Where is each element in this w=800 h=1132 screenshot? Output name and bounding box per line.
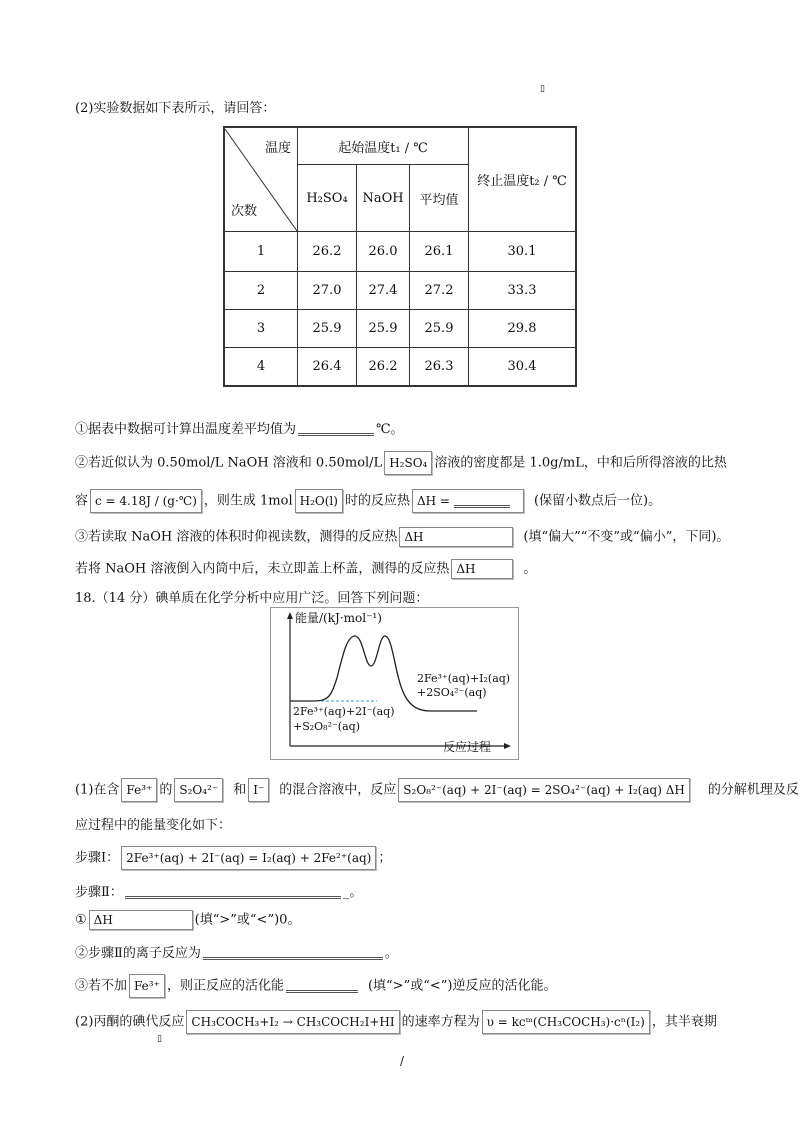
formula-box: I⁻ [248, 778, 269, 802]
page-mark: ▯ [540, 84, 545, 94]
item-1: ①据表中数据可计算出温度差平均值为 ℃。 [75, 422, 404, 437]
table-cell: 27.2 [410, 272, 469, 310]
reaction-box: S₂O₈²⁻(aq) + 2I⁻(aq) = 2SO₄²⁻(aq) + I₂(aq) ΔH [398, 778, 690, 802]
rate-equation-box: υ = kcᵐ(CH₃COCH₃)·cⁿ(I₂) [482, 1010, 650, 1034]
data-table [223, 126, 577, 387]
formula-box: H₂O(l) [295, 489, 343, 513]
header-naoh: NaOH [357, 165, 410, 232]
table-row [224, 310, 576, 348]
reactant-label-2: +S₂O₈²⁻(aq) [293, 720, 360, 733]
table-cell: 26.3 [410, 348, 469, 386]
table-cell: 3 [224, 310, 298, 348]
item-4: 若将 NaOH 溶液倒入内筒中后，未立即盖上杯盖，测得的反应热 ΔH 。 [75, 559, 536, 579]
table-cell: 25.9 [410, 310, 469, 348]
table-cell: 26.4 [298, 348, 357, 386]
table-cell: 2 [224, 272, 298, 310]
table-cell: 25.9 [298, 310, 357, 348]
x-axis-label: 反应过程 [443, 740, 492, 754]
sub-item-1: ① ΔH (填“>”或“<”)0。 [75, 910, 300, 930]
table-cell: 26.2 [357, 348, 410, 386]
table-cell: 30.1 [469, 232, 577, 272]
answer-blank[interactable] [286, 980, 358, 993]
sub-item-2: ②步骤Ⅱ的离子反应为 。 [75, 946, 398, 961]
reaction-box: CH₃COCH₃+I₂ → CH₃COCH₂I+HI [186, 1010, 399, 1034]
answer-blank[interactable] [298, 423, 374, 436]
table-row [224, 232, 576, 272]
item-2-cont: 容 c = 4.18J / (g·℃) ，则生成 1mol H₂O(l) 时的反应热 ΔH = (保留小数点后一位)。 [75, 489, 661, 513]
table-cell: 26.1 [410, 232, 469, 272]
formula-box: Fe³⁺ [121, 778, 157, 802]
table-cell: 29.8 [469, 310, 577, 348]
table-cell: 1 [224, 232, 298, 272]
step-2: 步骤Ⅱ： _。 [75, 885, 363, 900]
table-cell: 27.4 [357, 272, 410, 310]
header-average: 平均值 [410, 165, 469, 232]
answer-box[interactable]: ΔH [399, 527, 513, 547]
part-1-cont: 应过程中的能量变化如下： [75, 818, 232, 833]
y-axis-label: 能量/(kJ·mol⁻¹) [295, 611, 382, 625]
table-cell: 27.0 [298, 272, 357, 310]
table-diagonal-header [224, 127, 298, 232]
formula-box: c = 4.18J / (g·℃) [90, 489, 202, 513]
table-cell: 30.4 [469, 348, 577, 386]
step-1: 步骤Ⅰ： 2Fe³⁺(aq) + 2I⁻(aq) = I₂(aq) + 2Fe²⁺(aq) ； [75, 846, 391, 870]
table-cell: 33.3 [469, 272, 577, 310]
item-2: ②若近似认为 0.50mol/L NaOH 溶液和 0.50mol/L H₂SO₄ 溶液的密度都是 1.0g/mL，中和后所得溶液的比热 [75, 451, 727, 475]
question-intro: (2)实验数据如下表所示，请回答： [75, 101, 276, 116]
product-label-1: 2Fe³⁺(aq)+I₂(aq) [417, 672, 511, 685]
item-3: ③若读取 NaOH 溶液的体积时仰视读数，测得的反应热 ΔH (填“偏大”“不变”或“偏小”，下同)。 [75, 527, 729, 547]
formula-box: H₂SO₄ [384, 451, 432, 475]
answer-blank[interactable] [203, 947, 383, 960]
table-cell: 26.2 [298, 232, 357, 272]
product-label-2: +2SO₄²⁻(aq) [417, 686, 487, 699]
header-count: 次数 [231, 203, 258, 219]
reaction-box: 2Fe³⁺(aq) + 2I⁻(aq) = I₂(aq) + 2Fe²⁺(aq) [121, 846, 376, 870]
header-h2so4: H₂SO₄ [298, 165, 357, 232]
header-end-temp: 终止温度t₂ / ℃ [469, 127, 577, 232]
table-cell: 4 [224, 348, 298, 386]
answer-box[interactable]: ΔH = [412, 489, 524, 513]
reactant-label-1: 2Fe³⁺(aq)+2I⁻(aq) [293, 705, 395, 718]
question-18-title: 18.（14 分）碘单质在化学分析中应用广泛。回答下列问题： [75, 591, 429, 606]
header-temperature: 温度 [264, 140, 291, 156]
answer-blank[interactable] [125, 886, 341, 899]
part-2: (2)丙酮的碘代反应 CH₃COCH₃+I₂ → CH₃COCH₂I+HI 的速率方程为 υ = kcᵐ(CH₃COCH₃)·cⁿ(I₂) ，其半衰期 [75, 1010, 717, 1034]
table-row [224, 272, 576, 310]
header-start-temp: 起始温度t₁ / ℃ [298, 127, 469, 165]
formula-box: S₂O₄²⁻ [174, 778, 223, 802]
answer-box[interactable]: ΔH [451, 559, 513, 579]
table-cell: 25.9 [357, 310, 410, 348]
page-footer: / [400, 1054, 405, 1068]
page-mark: ▯ [157, 1034, 162, 1044]
answer-box[interactable]: ΔH [89, 910, 193, 930]
table-cell: 26.0 [357, 232, 410, 272]
energy-diagram [270, 607, 519, 760]
table-row [224, 348, 576, 386]
sub-item-3: ③若不加 Fe³⁺ ，则正反应的活化能 (填“>”或“<”)逆反应的活化能。 [75, 974, 556, 998]
part-1-intro: (1)在含 Fe³⁺ 的 S₂O₄²⁻ 和 I⁻ 的混合溶液中，反应 S₂O₈²⁻(aq) + 2I⁻(aq) = 2SO₄²⁻(aq) + I₂(aq) ΔH 的分解机理及反 [75, 778, 799, 802]
formula-box: Fe³⁺ [129, 974, 165, 998]
